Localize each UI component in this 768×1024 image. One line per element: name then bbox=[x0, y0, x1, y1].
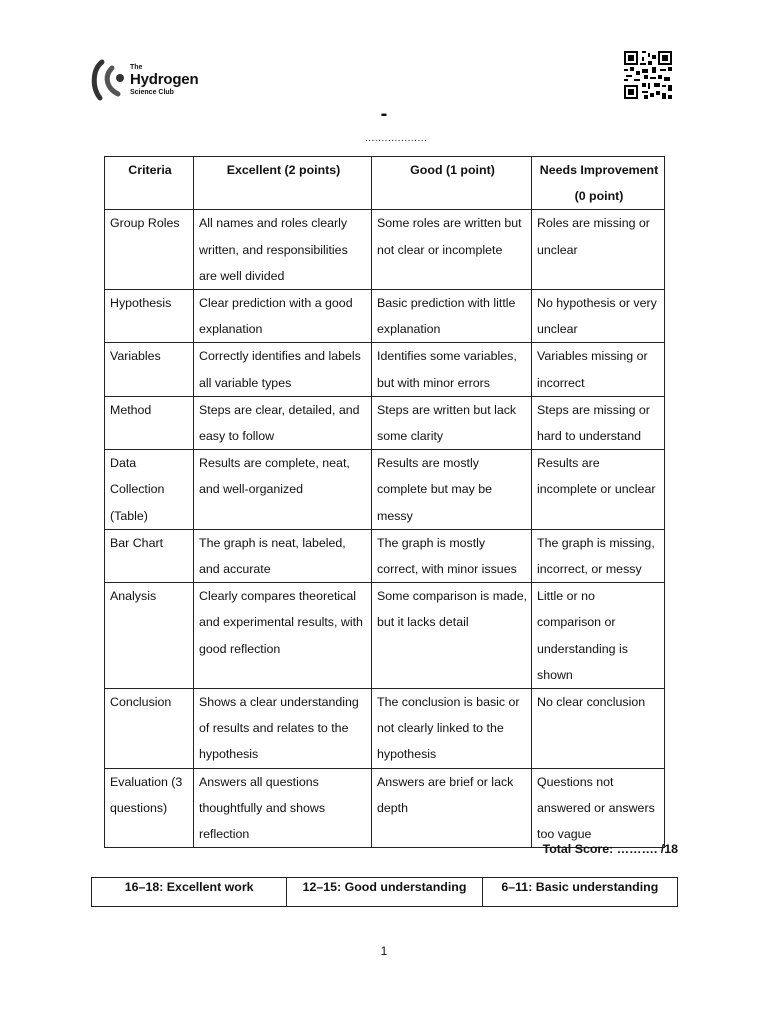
rubric-header-row bbox=[105, 157, 665, 210]
header-criteria: Criteria bbox=[105, 157, 194, 210]
needs-improvement-cell: Steps are missing or hard to understand bbox=[532, 396, 665, 449]
excellent-cell: Correctly identifies and labels all variable types bbox=[194, 343, 372, 396]
table-row bbox=[105, 768, 665, 848]
needs-improvement-cell: No hypothesis or very unclear bbox=[532, 290, 665, 343]
criteria-cell: Evaluation (3 questions) bbox=[105, 768, 194, 848]
qr-code-icon bbox=[624, 51, 672, 99]
needs-improvement-cell: No clear conclusion bbox=[532, 689, 665, 769]
criteria-cell: Group Roles bbox=[105, 210, 194, 290]
rubric-table bbox=[104, 156, 665, 848]
table-row bbox=[105, 210, 665, 290]
good-cell: Some comparison is made, but it lacks detail bbox=[372, 583, 532, 689]
excellent-cell: Steps are clear, detailed, and easy to follow bbox=[194, 396, 372, 449]
criteria-cell: Data Collection (Table) bbox=[105, 450, 194, 530]
logo-mark-icon bbox=[90, 58, 130, 102]
header-needs-improvement: Needs Improvement (0 point) bbox=[532, 157, 665, 210]
needs-improvement-cell: Results are incomplete or unclear bbox=[532, 450, 665, 530]
table-row bbox=[105, 689, 665, 769]
table-row bbox=[105, 396, 665, 449]
good-cell: Steps are written but lack some clarity bbox=[372, 396, 532, 449]
criteria-cell: Method bbox=[105, 396, 194, 449]
excellent-cell: Clearly compares theoretical and experimental results, with good reflection bbox=[194, 583, 372, 689]
name-blank: ................... bbox=[365, 133, 428, 144]
good-cell: The conclusion is basic or not clearly linked to the hypothesis bbox=[372, 689, 532, 769]
table-row bbox=[105, 343, 665, 396]
rubric-body bbox=[105, 210, 665, 848]
good-cell: Some roles are written but not clear or incomplete bbox=[372, 210, 532, 290]
grade-bands-row bbox=[92, 878, 678, 907]
needs-improvement-cell: Variables missing or incorrect bbox=[532, 343, 665, 396]
criteria-cell: Conclusion bbox=[105, 689, 194, 769]
table-row bbox=[105, 450, 665, 530]
criteria-cell: Bar Chart bbox=[105, 529, 194, 582]
excellent-cell: Results are complete, neat, and well-organized bbox=[194, 450, 372, 530]
table-row bbox=[105, 583, 665, 689]
good-cell: The graph is mostly correct, with minor issues bbox=[372, 529, 532, 582]
good-cell: Answers are brief or lack depth bbox=[372, 768, 532, 848]
grade-bands-table bbox=[91, 877, 678, 907]
criteria-cell: Hypothesis bbox=[105, 290, 194, 343]
needs-improvement-cell: The graph is missing, incorrect, or messy bbox=[532, 529, 665, 582]
table-row bbox=[105, 529, 665, 582]
excellent-cell: Answers all questions thoughtfully and shows reflection bbox=[194, 768, 372, 848]
excellent-cell: Shows a clear understanding of results and relates to the hypothesis bbox=[194, 689, 372, 769]
criteria-cell: Variables bbox=[105, 343, 194, 396]
good-cell: Identifies some variables, but with minor errors bbox=[372, 343, 532, 396]
total-score: Total Score: ………. /18 bbox=[542, 842, 678, 856]
excellent-cell: Clear prediction with a good explanation bbox=[194, 290, 372, 343]
good-cell: Results are mostly complete but may be messy bbox=[372, 450, 532, 530]
good-cell: Basic prediction with little explanation bbox=[372, 290, 532, 343]
table-row bbox=[105, 290, 665, 343]
header-good: Good (1 point) bbox=[372, 157, 532, 210]
grade-band-basic: 6–11: Basic understanding bbox=[482, 878, 677, 907]
page-number: 1 bbox=[380, 944, 388, 958]
needs-improvement-cell: Little or no comparison or understanding is shown bbox=[532, 583, 665, 689]
grade-band-good: 12–15: Good understanding bbox=[287, 878, 482, 907]
club-logo bbox=[90, 58, 210, 108]
needs-improvement-cell: Questions not answered or answers too vague bbox=[532, 768, 665, 848]
logo-name: Hydrogen bbox=[130, 71, 199, 88]
logo-subtitle: Science Club bbox=[130, 89, 174, 96]
logo-the: The bbox=[130, 64, 143, 71]
criteria-cell: Analysis bbox=[105, 583, 194, 689]
excellent-cell: All names and roles clearly written, and responsibilities are well divided bbox=[194, 210, 372, 290]
document-title: - bbox=[380, 103, 388, 125]
header-excellent: Excellent (2 points) bbox=[194, 157, 372, 210]
excellent-cell: The graph is neat, labeled, and accurate bbox=[194, 529, 372, 582]
grade-band-excellent: 16–18: Excellent work bbox=[92, 878, 287, 907]
needs-improvement-cell: Roles are missing or unclear bbox=[532, 210, 665, 290]
